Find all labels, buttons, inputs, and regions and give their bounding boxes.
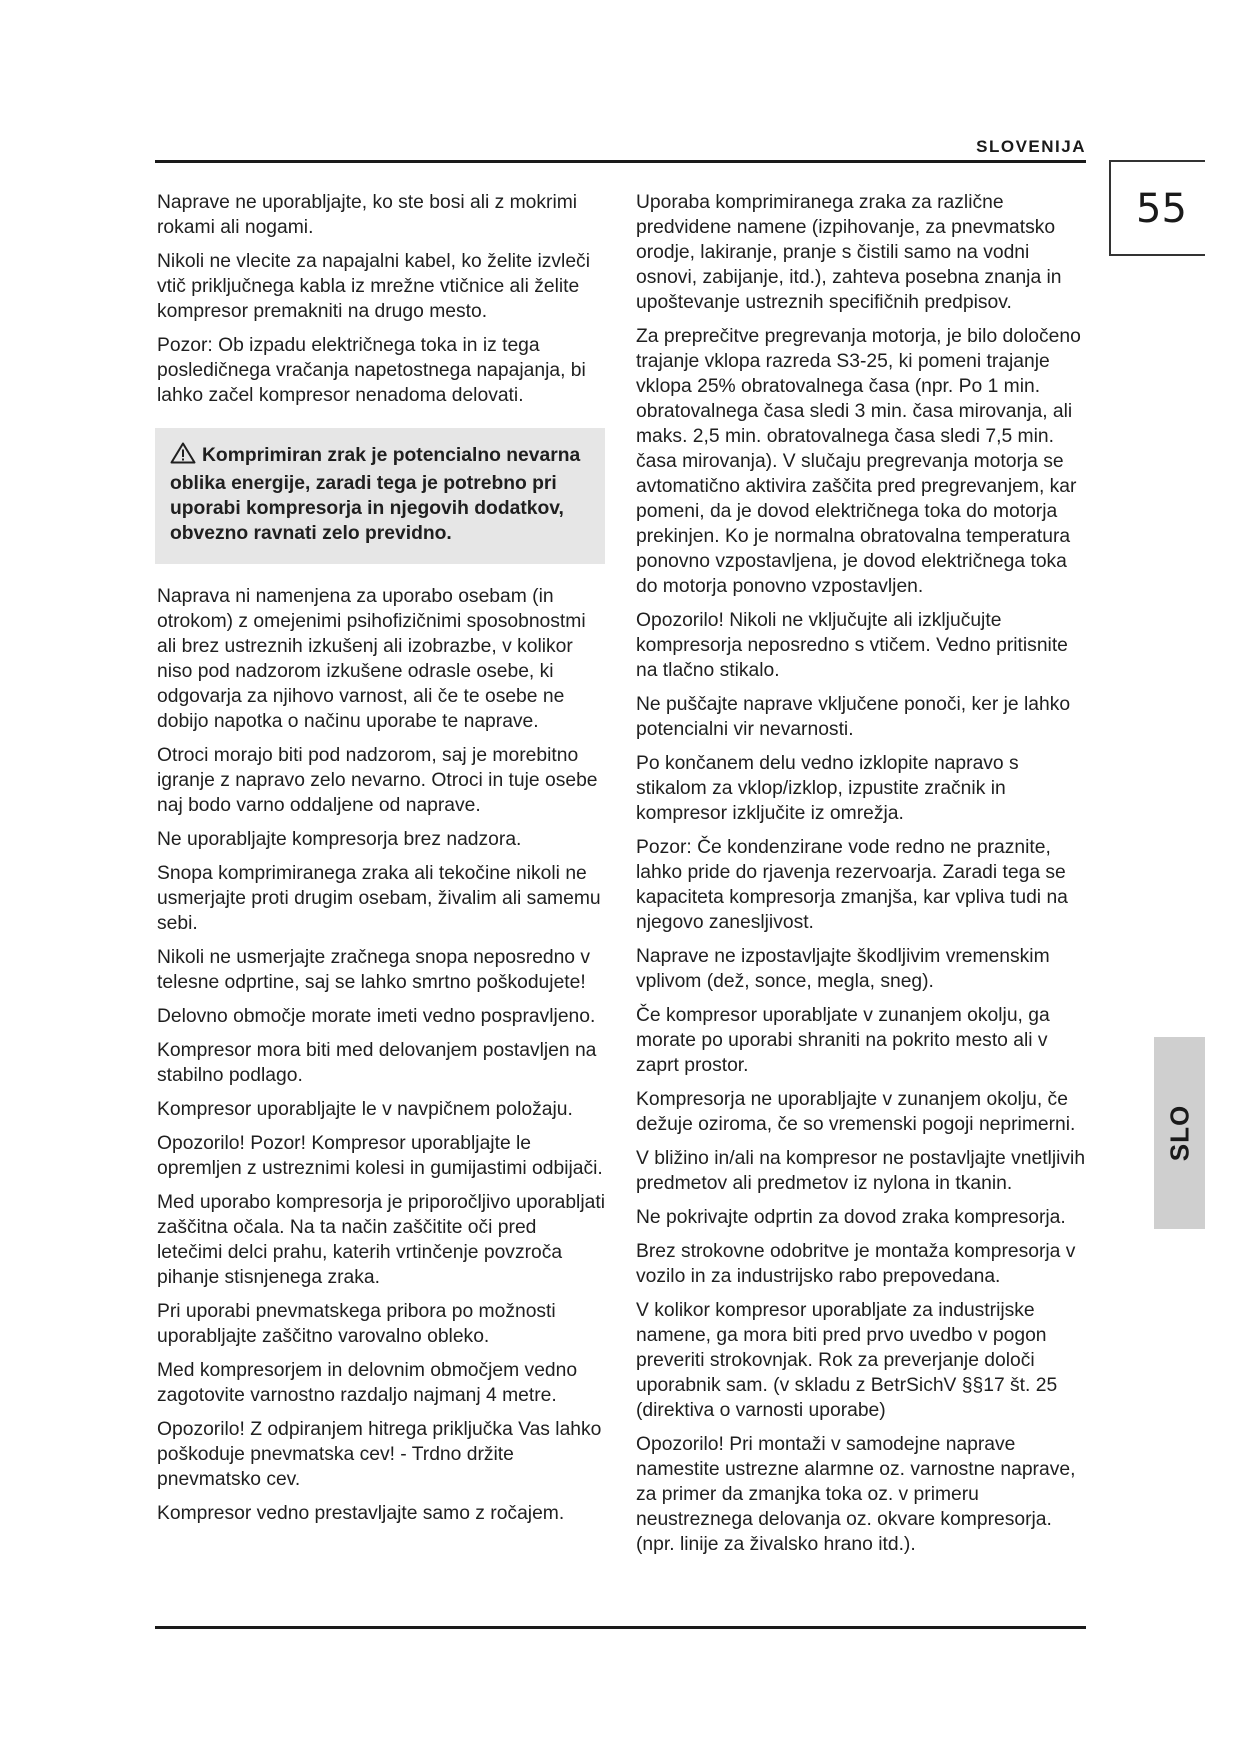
paragraph: Opozorilo! Pri montaži v samodejne naprave namestite ustrezne alarmne oz. varnostne naprave, za primer da zmanjka toka oz. v primeru neustreznega delovanja oz. okvare kompresorja. (npr. linije za živalsko hrano itd.).: [636, 1434, 1076, 1555]
paragraph: Za preprečitve pregrevanja motorja, je bilo določeno trajanje vklopa razreda S3-25, ki pomeni trajanje vklopa 25% obratovalnega časa (npr. Po 1 min. obratovalnega časa sledi 3 min. časa mirovanja, ali maks. 2,5 min. obratovalnega časa sledi 7,5 min. časa mirovanja). V slučaju pregrevanja motorja se avtomatično aktivira zaščita pred pregrevanjem, kar pomeni, da je dovod električnega toka do motorja prekinjen. Ko je normalna obratovalna temperatura ponovno vzpostavljena, je dovod električnega toka do motorja ponovno vzpostavljen.: [636, 326, 1081, 597]
warning-box: [155, 428, 605, 564]
paragraph: Ne puščajte naprave vključene ponoči, ker je lahko potencialni vir nevarnosti.: [636, 694, 1071, 740]
paragraph: Brez strokovne odobritve je montaža kompresorja v vozilo in za industrijsko rabo prepovedana.: [636, 1241, 1076, 1287]
paragraph: Uporaba komprimiranega zraka za različne predvidene namene (izpihovanje, za pnevmatsko orodje, lakiranje, pranje s čistili samo na vodni osnovi, zabijanje, itd.), zahteva posebna znanja in upoštevanje ustreznih specifičnih predpisov.: [636, 192, 1062, 313]
section-header: SLOVENIJA: [976, 137, 1086, 156]
paragraph: V bližino in/ali na kompresor ne postavljajte vnetljivih predmetov ali predmetov iz nylona in tkanin.: [636, 1148, 1086, 1194]
paragraph: Ne uporabljajte kompresorja brez nadzora.: [157, 829, 522, 850]
language-tab: [1154, 1037, 1205, 1229]
paragraph: Delovno območje morate imeti vedno pospravljeno.: [157, 1006, 596, 1027]
paragraph: Če kompresor uporabljate v zunanjem okolju, ga morate po uporabi shraniti na pokrito mesto ali v zaprt prostor.: [636, 1005, 1050, 1076]
warning-text: Komprimiran zrak je potencialno nevarna oblika energije, zaradi tega je potrebno pri uporabi kompresorja in njegovih dodatkov, obvezno ravnati zelo previdno.: [170, 445, 581, 544]
language-tab-label: SLO: [1164, 1104, 1194, 1162]
paragraph: Pozor: Ob izpadu električnega toka in iz tega posledičnega vračanja napetostnega napajanja, bi lahko začel kompresor nenadoma delovati.: [157, 335, 586, 406]
paragraph: Opozorilo! Nikoli ne vključujte ali izključujte kompresorja neposredno s vtičem. Vedno pritisnite na tlačno stikalo.: [636, 610, 1068, 681]
paragraph: Pri uporabi pnevmatskega pribora po možnosti uporabljajte zaščitno varovalno obleko.: [157, 1301, 556, 1347]
paragraph: Med kompresorjem in delovnim območjem vedno zagotovite varnostno razdaljo najmanj 4 metre.: [157, 1360, 578, 1406]
paragraph: V kolikor kompresor uporabljate za industrijske namene, ga mora biti pred prvo uvedbo v pogon preveriti strokovnjak. Rok za preverjanje določi uporabnik sam. (v skladu z BetrSichV §§17 št. 25 (direktiva o varnosti uporabe): [636, 1300, 1058, 1421]
paragraph: Pozor: Če kondenzirane vode redno ne praznite, lahko pride do rjavenja rezervoarja. Zaradi tega se kapaciteta kompresorja zmanjša, kar vpliva tudi na njegovo zanesljivost.: [636, 837, 1068, 933]
warning-triangle-icon: [170, 442, 196, 471]
paragraph: Po končanem delu vedno izklopite napravo s stikalom za vklop/izklop, izpustite zračnik in kompresor izključite iz omrežja.: [636, 753, 1019, 824]
page-number: 55: [1136, 186, 1187, 232]
paragraph: Naprave ne izpostavljajte škodljivim vremenskim vplivom (dež, sonce, megla, sneg).: [636, 946, 1050, 992]
paragraph: Kompresor mora biti med delovanjem postavljen na stabilno podlago.: [157, 1040, 597, 1086]
paragraph: Naprave ne uporabljajte, ko ste bosi ali z mokrimi rokami ali nogami.: [157, 192, 578, 238]
paragraph: Opozorilo! Z odpiranjem hitrega priključka Vas lahko poškoduje pnevmatska cev! - Trdno držite pnevmatsko cev.: [157, 1419, 602, 1490]
paragraph: Otroci morajo biti pod nadzorom, saj je morebitno igranje z napravo zelo nevarno. Otroci in tuje osebe naj bodo varno oddaljene od naprave.: [157, 745, 598, 816]
paragraph: Snopa komprimiranega zraka ali tekočine nikoli ne usmerjajte proti drugim osebam, živalim ali samemu sebi.: [157, 863, 601, 934]
left-column: [157, 190, 605, 1535]
paragraph: Ne pokrivajte odprtin za dovod zraka kompresorja.: [636, 1207, 1066, 1228]
right-column: [636, 190, 1088, 1566]
paragraph: Nikoli ne vlecite za napajalni kabel, ko želite izvleči vtič priključnega kabla iz mrežne vtičnice ali želite kompresor premakniti na drugo mesto.: [157, 251, 590, 322]
paragraph: Naprava ni namenjena za uporabo osebam (in otrokom) z omejenimi psihofizičnimi sposobnostmi ali brez ustreznih izkušenj ali izobrazbe, v kolikor niso pod nadzorom izkušene odrasle osebe, ki odgovarja za njihovo varnost, ali če te osebe ne dobijo napotka o načinu uporabe te naprave.: [157, 586, 586, 732]
paragraph: Kompresorja ne uporabljajte v zunanjem okolju, če dežuje oziroma, če so vremenski pogoji neprimerni.: [636, 1089, 1076, 1135]
paragraph: Nikoli ne usmerjajte zračnega snopa neposredno v telesne odprtine, saj se lahko smrtno poškodujete!: [157, 947, 591, 993]
paragraph: Kompresor vedno prestavljajte samo z ročajem.: [157, 1503, 565, 1524]
paragraph: Kompresor uporabljajte le v navpičnem položaju.: [157, 1099, 573, 1120]
bottom-rule: [155, 1626, 1086, 1629]
paragraph: Opozorilo! Pozor! Kompresor uporabljajte le opremljen z ustreznimi kolesi in gumijastimi odbijači.: [157, 1133, 603, 1179]
top-rule: [155, 160, 1086, 163]
paragraph: Med uporabo kompresorja je priporočljivo uporabljati zaščitna očala. Na ta način zaščitite oči pred letečimi delci prahu, katerih vrtinčenje povzroča pihanje stisnjenega zraka.: [157, 1192, 605, 1288]
